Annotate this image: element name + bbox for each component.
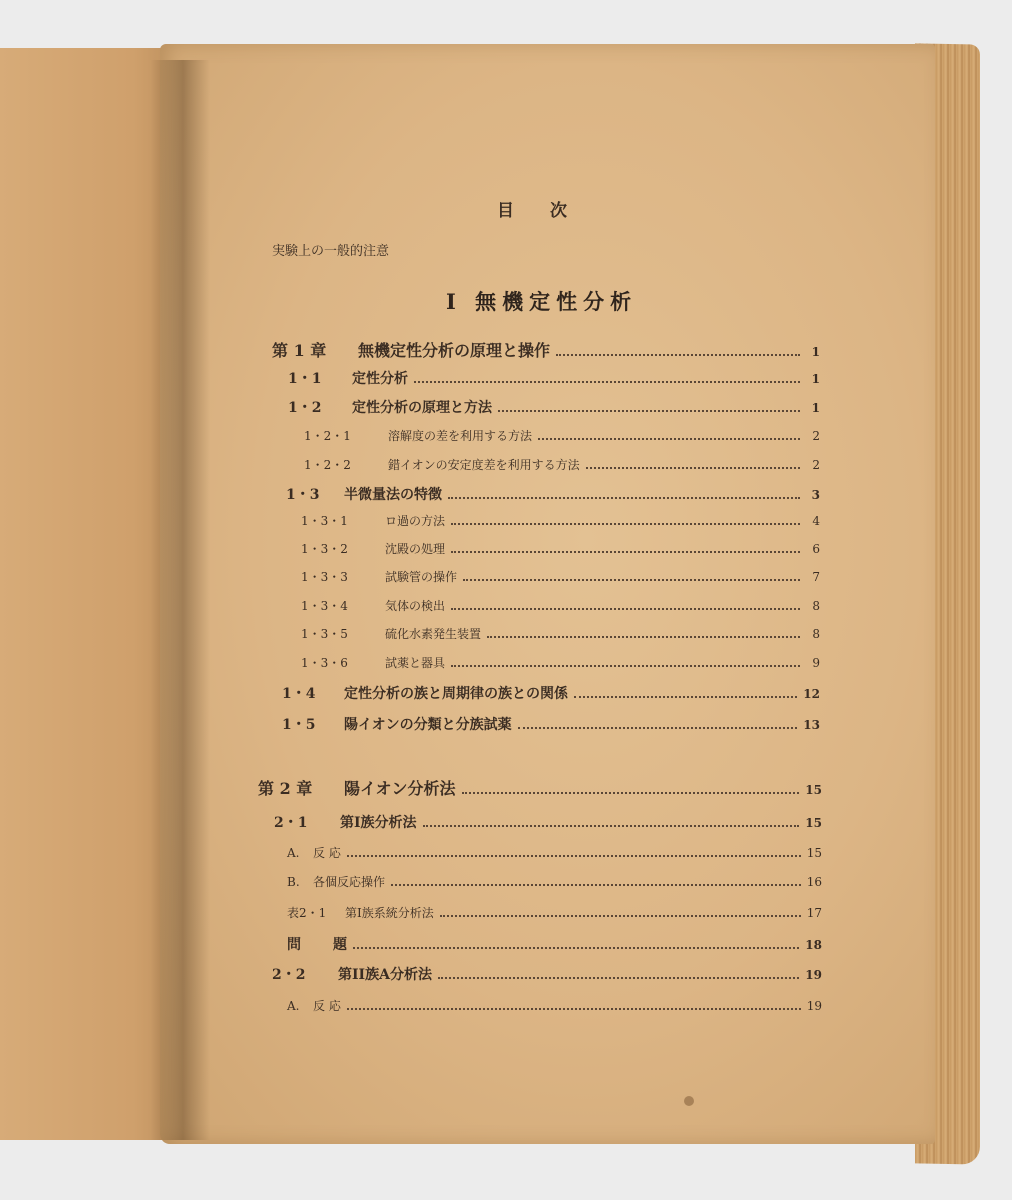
toc-page: 13 [803,718,820,732]
toc-number: A. [287,846,300,860]
toc-page: 19 [805,968,822,982]
toc-number: A. [287,999,300,1013]
toc-label: 半微量法の特徴 [344,487,442,503]
toc-page: 9 [812,656,820,670]
toc-label: 定性分析の族と周期律の族との関係 [344,686,568,702]
toc-number: B. [287,875,300,889]
toc-leader [391,884,801,886]
toc-leader [556,354,800,356]
toc-label: 沈殿の処理 [385,542,446,556]
toc-page: 2 [812,429,820,443]
toc-entry [304,456,820,473]
toc-label: 溶解度の差を利用する方法 [388,429,533,443]
toc-number: 1・4 [282,686,316,702]
toc-page: 1 [811,345,820,359]
toc-page: 4 [812,514,820,528]
toc-number: 第 1 章 [272,341,327,360]
toc-number: 1・2 [288,400,322,416]
toc-entry [287,844,822,861]
toc-page: 15 [805,783,822,797]
toc-page: 3 [811,488,820,502]
toc-leader [451,665,800,667]
toc-leader [451,551,800,553]
toc-entry [287,997,822,1014]
toc-number: 2・2 [272,967,306,983]
toc-label: 反 応 [313,846,341,860]
toc-page: 18 [805,938,822,952]
toc-number: 1・1 [288,371,322,387]
toc-number: 1・3・4 [301,599,348,613]
toc-entry [301,540,820,557]
toc-label: 各個反応操作 [313,875,386,889]
toc-leader [438,977,799,979]
page-stain [684,1096,694,1106]
toc-number: 1・3 [286,487,320,503]
toc-entry [287,873,822,890]
toc-leader [440,915,801,917]
toc-number: 1・3・5 [301,627,348,641]
toc-number: 表2・1 [287,906,327,920]
part-title: I 無機定性分析 [446,289,638,314]
toc-label: 題 [333,937,347,953]
toc-leader [462,792,800,794]
toc-leader [463,579,800,581]
toc-number: 1・2・1 [304,429,351,443]
gutter-shadow [150,60,210,1140]
toc-page: 16 [806,875,822,889]
toc-title: 目次 [497,201,603,221]
toc-label: 定性分析の原理と方法 [352,400,492,416]
toc-label: 第I族系統分析法 [345,906,434,920]
toc-number: 問 [287,937,301,953]
toc-label: 錯イオンの安定度差を利用する方法 [388,458,580,472]
toc-number: 2・1 [274,815,308,831]
toc-leader [574,696,797,698]
toc-label: 陽イオンの分類と分族試薬 [344,717,512,733]
toc-label: 第II族A分析法 [338,967,432,983]
toc-leader [538,438,800,440]
toc-entry [288,397,820,417]
toc-entry [301,625,820,642]
toc-label: 無機定性分析の原理と操作 [358,341,551,360]
toc-number: 1・5 [282,717,316,733]
toc-number: 第 2 章 [258,779,313,798]
toc-entry [274,812,822,832]
toc-page: 12 [803,687,820,701]
toc-entry [301,568,820,585]
toc-page: 2 [812,458,820,472]
toc-entry-chapter-2 [258,776,822,799]
toc-leader [487,636,800,638]
toc-entry [286,484,820,504]
toc-label: 硫化水素発生装置 [385,627,482,641]
toc-leader [414,381,800,383]
toc-label: 気体の検出 [385,599,446,613]
toc-page: 15 [805,816,822,830]
toc-page: 1 [811,372,820,386]
toc-page: 1 [811,401,820,415]
toc-label: 定性分析 [352,371,408,387]
general-note: 実験上の一般的注意 [272,244,390,259]
toc-number: 1・3・3 [301,570,348,584]
toc-leader [423,825,800,827]
toc-page: 8 [812,599,820,613]
toc-page: 19 [806,999,822,1013]
toc-page: 8 [812,627,820,641]
toc-number: 1・3・6 [301,656,348,670]
toc-number: 1・2・2 [304,458,351,472]
toc-label: ロ過の方法 [385,514,446,528]
toc-entry [301,654,820,671]
toc-entry [301,512,820,529]
toc-entry [304,427,820,444]
toc-leader [347,855,801,857]
toc-label: 試薬と器具 [385,656,446,670]
toc-entry [288,368,820,388]
toc-label: 第I族分析法 [340,815,417,831]
toc-entry-chapter-1 [272,338,820,361]
toc-number: 1・3・2 [301,542,348,556]
toc-leader [498,410,800,412]
toc-entry [282,714,820,734]
toc-label: 試験管の操作 [385,570,458,584]
toc-leader [586,467,800,469]
toc-leader [353,947,799,949]
toc-entry [272,964,822,984]
toc-page: 7 [812,570,820,584]
toc-entry [287,934,822,954]
toc-leader [347,1008,801,1010]
toc-page: 15 [806,846,822,860]
toc-leader [518,727,798,729]
toc-leader [451,608,800,610]
toc-leader [448,497,800,499]
toc-entry [287,904,822,921]
toc-page: 17 [806,906,822,920]
toc-label: 反 応 [313,999,341,1013]
toc-label: 陽イオン分析法 [344,779,456,798]
toc-entry [301,597,820,614]
toc-leader [451,523,800,525]
toc-page: 6 [812,542,820,556]
toc-number: 1・3・1 [301,514,348,528]
toc-entry [282,683,820,703]
